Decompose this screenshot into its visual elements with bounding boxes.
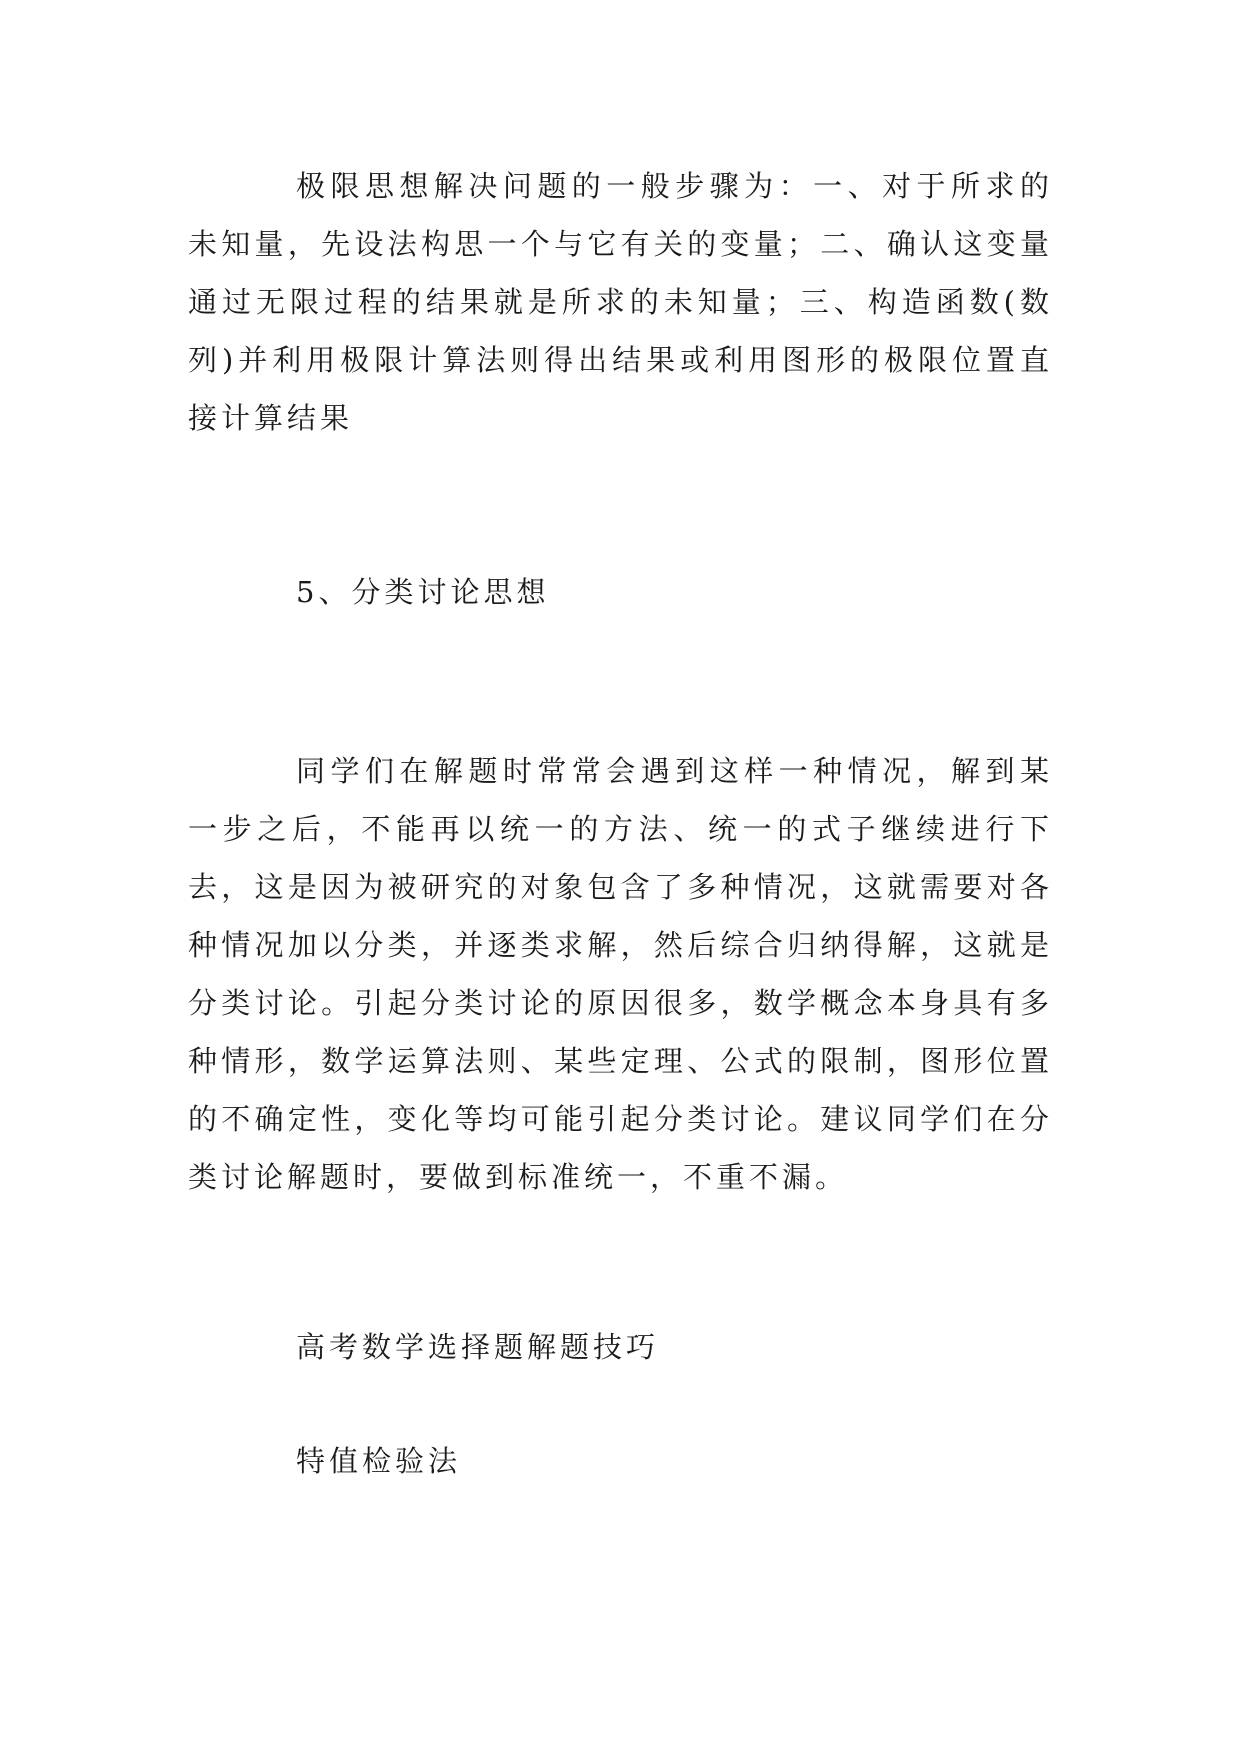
section-heading-special-value: 特值检验法 (296, 1444, 462, 1478)
paragraph-classification: 同学们在解题时常常会遇到这样一种情况，解到某一步之后，不能再以统一的方法、统一的式子继续进行下去，这是因为被研究的对象包含了多种情况，这就需要对各种情况加以分类，并逐类求解，然后综合归纳得解，这就是分类讨论。引起分类讨论的原因很多，数学概念本身具有多种情形，数学运算法则、某些定理、公式的限制，图形位置的不确定性，变化等均可能引起分类讨论。建议同学们在分类讨论解题时，要做到标准统一，不重不漏。 (188, 754, 1053, 1194)
section-heading-tips: 高考数学选择题解题技巧 (296, 1330, 660, 1364)
paragraph-limit-steps: 极限思想解决问题的一般步骤为：一、对于所求的未知量，先设法构思一个与它有关的变量；二、确认这变量通过无限过程的结果就是所求的未知量；三、构造函数(数列)并利用极限计算法则得出结果或利用图形的极限位置直接计算结果 (188, 169, 1053, 435)
section-heading-classification: 5、分类讨论思想 (296, 575, 550, 609)
